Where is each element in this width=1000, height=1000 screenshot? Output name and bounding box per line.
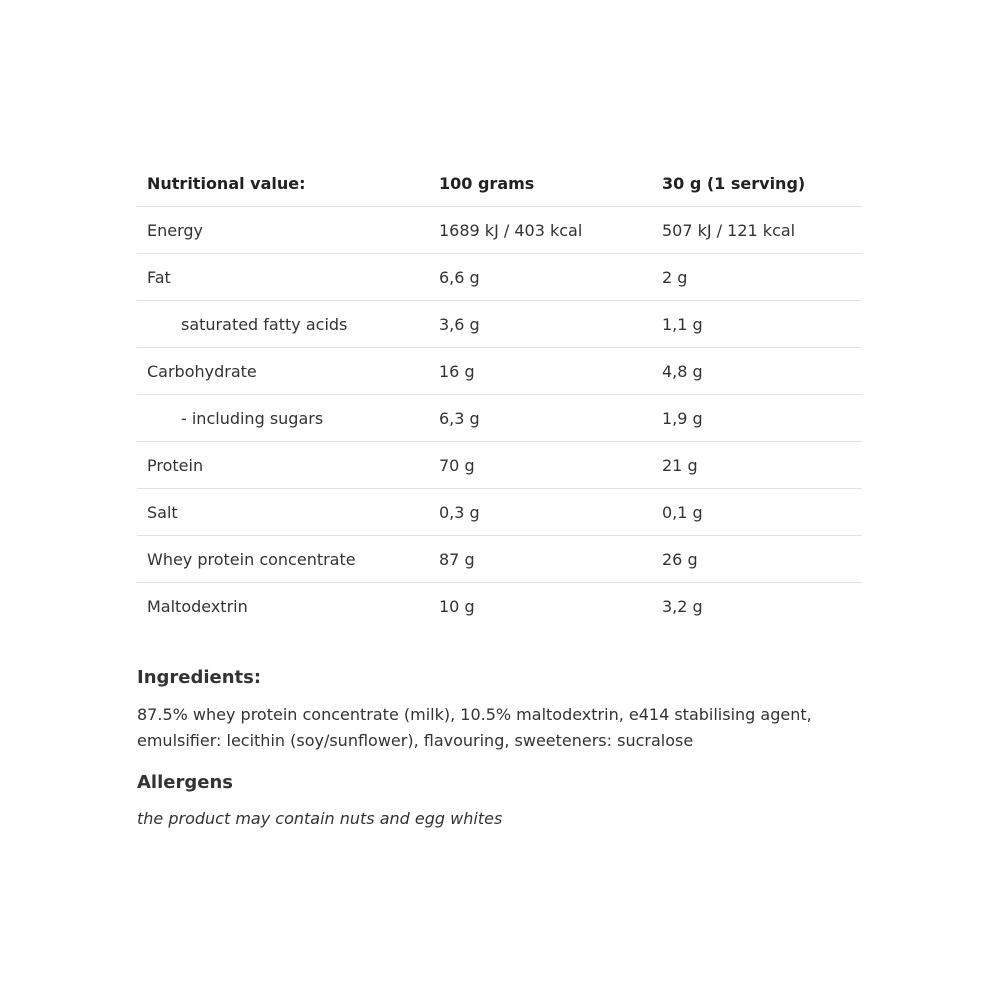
- value-per-serving: 507 kJ / 121 kcal: [662, 220, 796, 240]
- nutrient-subitem-name: - including sugars: [181, 408, 324, 428]
- table-row: [137, 348, 862, 395]
- ingredients-heading: Ingredients:: [137, 667, 262, 688]
- value-per-serving: 0,1 g: [662, 502, 703, 522]
- value-per-100g: 10 g: [439, 596, 475, 616]
- value-per-serving: 1,1 g: [662, 314, 703, 334]
- nutrient-name: Protein: [147, 455, 204, 475]
- value-per-serving: 26 g: [662, 549, 698, 569]
- value-per-serving: 2 g: [662, 267, 688, 287]
- value-per-100g: 6,6 g: [439, 267, 480, 287]
- table-row: [137, 207, 862, 254]
- table-row: [137, 301, 862, 348]
- nutrient-subitem-name: saturated fatty acids: [181, 314, 348, 334]
- table-row: [137, 489, 862, 536]
- table-row: [137, 395, 862, 442]
- value-per-100g: 87 g: [439, 549, 475, 569]
- allergens-heading: Allergens: [137, 772, 233, 793]
- table-row: [137, 442, 862, 489]
- allergens-text: the product may contain nuts and egg whites: [137, 809, 503, 828]
- nutrient-name: Maltodextrin: [147, 596, 248, 616]
- value-per-100g: 70 g: [439, 455, 475, 475]
- nutrient-name: Salt: [147, 502, 178, 522]
- product-info-panel: [137, 160, 862, 828]
- value-per-100g: 3,6 g: [439, 314, 480, 334]
- value-per-100g: 1689 kJ / 403 kcal: [439, 220, 583, 240]
- nutrient-name: Energy: [147, 220, 204, 240]
- table-row: [137, 536, 862, 583]
- ingredients-text: 87.5% whey protein concentrate (milk), 10.5% maltodextrin, e414 stabilising agent, emulsifier: lecithin (soy/sunflower), flavouring, sweeteners: sucralose: [137, 705, 812, 750]
- value-per-serving: 1,9 g: [662, 408, 703, 428]
- nutrient-name: Fat: [147, 267, 171, 287]
- table-row: [137, 254, 862, 301]
- value-per-100g: 16 g: [439, 361, 475, 381]
- nutrient-name: Carbohydrate: [147, 361, 257, 381]
- nutrient-name: Whey protein concentrate: [147, 549, 356, 569]
- header-per-serving: 30 g (1 serving): [662, 173, 806, 193]
- value-per-100g: 6,3 g: [439, 408, 480, 428]
- nutrition-table: [137, 160, 862, 629]
- value-per-serving: 21 g: [662, 455, 698, 475]
- value-per-serving: 3,2 g: [662, 596, 703, 616]
- value-per-100g: 0,3 g: [439, 502, 480, 522]
- nutrition-header-row: [137, 160, 862, 207]
- table-row: [137, 583, 862, 630]
- header-nutritional-value: Nutritional value:: [147, 173, 306, 193]
- header-per-100g: 100 grams: [439, 173, 535, 193]
- value-per-serving: 4,8 g: [662, 361, 703, 381]
